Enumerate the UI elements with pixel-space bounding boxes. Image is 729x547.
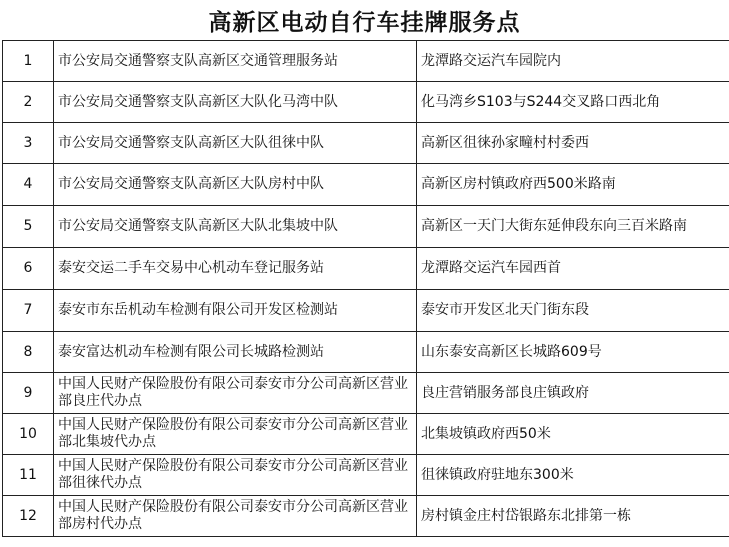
row-number: 7 (3, 290, 54, 332)
organization-name: 市公安局交通警察支队高新区大队房村中队 (54, 164, 417, 206)
table-row (3, 414, 729, 455)
table-row (3, 455, 729, 496)
table-row (3, 290, 729, 332)
table-row (3, 496, 729, 537)
organization-name: 泰安交运二手车交易中心机动车登记服务站 (54, 248, 417, 290)
address: 高新区房村镇政府西500米路南 (417, 164, 729, 206)
organization-name: 市公安局交通警察支队高新区交通管理服务站 (54, 41, 417, 82)
page-title: 高新区电动自行车挂牌服务点 (208, 8, 521, 36)
organization-name: 市公安局交通警察支队高新区大队化马湾中队 (54, 82, 417, 123)
organization-name: 中国人民财产保险股份有限公司泰安市分公司高新区营业部北集坡代办点 (54, 414, 417, 455)
address: 高新区徂徕孙家疃村村委西 (417, 123, 729, 164)
organization-name: 市公安局交通警察支队高新区大队徂徕中队 (54, 123, 417, 164)
row-number: 1 (3, 41, 54, 82)
address: 龙潭路交运汽车园西首 (417, 248, 729, 290)
organization-name: 中国人民财产保险股份有限公司泰安市分公司高新区营业部良庄代办点 (54, 373, 417, 414)
organization-name: 中国人民财产保险股份有限公司泰安市分公司高新区营业部房村代办点 (54, 496, 417, 537)
organization-name: 泰安富达机动车检测有限公司长城路检测站 (54, 332, 417, 373)
address: 房村镇金庄村岱银路东北排第一栋 (417, 496, 729, 537)
organization-name: 泰安市东岳机动车检测有限公司开发区检测站 (54, 290, 417, 332)
address: 徂徕镇政府驻地东300米 (417, 455, 729, 496)
row-number: 5 (3, 206, 54, 248)
table-row (3, 332, 729, 373)
row-number: 3 (3, 123, 54, 164)
row-number: 2 (3, 82, 54, 123)
row-number: 10 (3, 414, 54, 455)
row-number: 12 (3, 496, 54, 537)
address: 北集坡镇政府西50米 (417, 414, 729, 455)
organization-name: 市公安局交通警察支队高新区大队北集坡中队 (54, 206, 417, 248)
organization-name: 中国人民财产保险股份有限公司泰安市分公司高新区营业部徂徕代办点 (54, 455, 417, 496)
table-row (3, 82, 729, 123)
row-number: 11 (3, 455, 54, 496)
row-number: 4 (3, 164, 54, 206)
address: 良庄营销服务部良庄镇政府 (417, 373, 729, 414)
table-row (3, 123, 729, 164)
address: 高新区一天门大街东延伸段东向三百米路南 (417, 206, 729, 248)
table-row (3, 206, 729, 248)
address: 山东泰安高新区长城路609号 (417, 332, 729, 373)
address: 泰安市开发区北天门街东段 (417, 290, 729, 332)
table-row (3, 41, 729, 82)
service-points-table (2, 40, 729, 537)
row-number: 6 (3, 248, 54, 290)
table-row (3, 373, 729, 414)
address: 化马湾乡S103与S244交叉路口西北角 (417, 82, 729, 123)
table-row (3, 164, 729, 206)
table-row (3, 248, 729, 290)
address: 龙潭路交运汽车园院内 (417, 41, 729, 82)
row-number: 8 (3, 332, 54, 373)
row-number: 9 (3, 373, 54, 414)
